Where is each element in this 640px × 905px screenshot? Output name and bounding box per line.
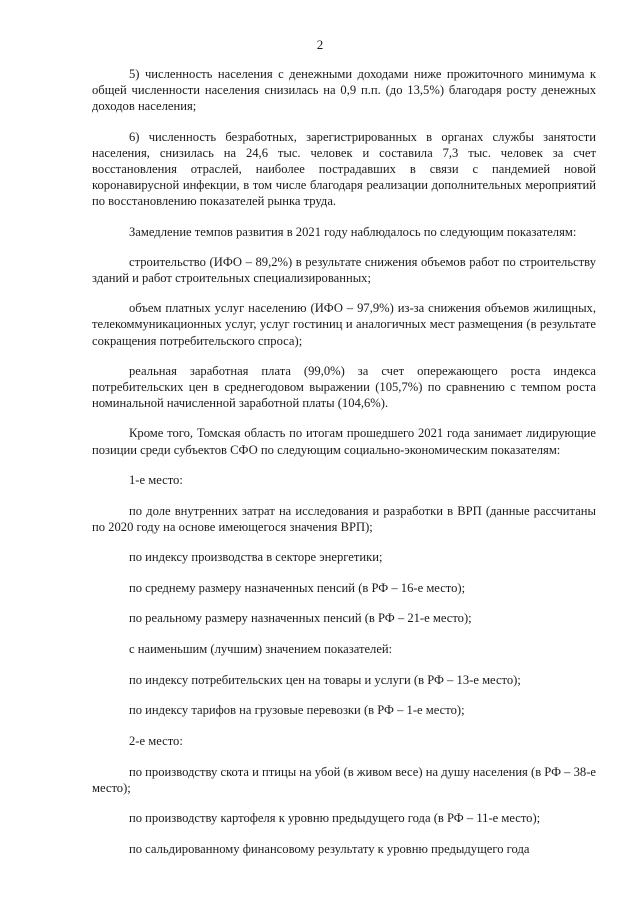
list-item-real-pension: по реальному размеру назначенных пенсий (в РФ – 21-е место);: [129, 611, 472, 626]
list-item-financial-result: по сальдированному финансовому результату к уровню предыдущего года: [129, 842, 530, 856]
heading-second-place: 2-е место:: [129, 734, 183, 749]
paragraph-unemployment: 6) численность безработных, зарегистрированных в органах службы занятости населения, снизилась на 24,6 тыс. человек и составила 7,3 тыс. человек за счет восстановления отраслей, наиболее пострадавших в связи с пандемией новой коронавирусной инфекции, в том числе благодаря реализации дополнительных мероприятий по восстановлению показателей рынка труда.: [92, 129, 596, 209]
document-body: [92, 66, 596, 872]
paragraph-slowdown-intro: Замедление темпов развития в 2021 году наблюдалось по следующим показателям:: [129, 224, 577, 239]
list-item-freight-tariffs: по индексу тарифов на грузовые перевозки (в РФ – 1-е место);: [129, 703, 465, 718]
list-item-potatoes: по производству картофеля к уровню предыдущего года (в РФ – 11-е место);: [129, 811, 541, 826]
page-number: 2: [316, 37, 324, 52]
paragraph-paid-services: объем платных услуг населению (ИФО – 97,9%) из-за снижения объемов жилищных, телекоммуникационных услуг, услуг гостиниц и аналогичных мест размещения (в результате сокращения потребительского спроса);: [92, 301, 596, 348]
list-item-lowest-value-intro: с наименьшим (лучшим) значением показателей:: [129, 642, 393, 657]
heading-first-place: 1-е место:: [129, 472, 183, 487]
list-item-rnd-costs: по доле внутренних затрат на исследования и разработки в ВРП (данные рассчитаны по 2020 году на основе имеющегося значения ВРП);: [92, 503, 596, 534]
paragraph-real-wages: реальная заработная плата (99,0%) за счет опережающего роста индекса потребительских цен в среднегодовом выражении (105,7%) по сравнению с темпом роста номинальной начисленной заработной платы (104,6%).: [92, 363, 596, 411]
list-item-energy-index: по индексу производства в секторе энергетики;: [129, 549, 383, 564]
list-item-average-pension: по среднему размеру назначенных пенсий (в РФ – 16-е место);: [129, 580, 466, 595]
paragraph-construction: строительство (ИФО – 89,2%) в результате снижения объемов работ по строительству зданий и работ строительных специализированных;: [92, 254, 596, 286]
paragraph-poverty-share: 5) численность населения с денежными доходами ниже прожиточного минимума к общей численности населения снизилась на 0,9 п.п. (до 13,5%) благодаря росту денежных доходов населения;: [92, 67, 596, 114]
list-item-livestock: по производству скота и птицы на убой (в живом весе) на душу населения (в РФ – 38-е место);: [92, 764, 597, 796]
paragraph-sfo-leadership: Кроме того, Томская область по итогам прошедшего 2021 года занимает лидирующие позиции среди субъектов СФО по следующим социально-экономическим показателям:: [92, 426, 596, 457]
list-item-cpi: по индексу потребительских цен на товары и услуги (в РФ – 13-е место);: [129, 672, 521, 687]
